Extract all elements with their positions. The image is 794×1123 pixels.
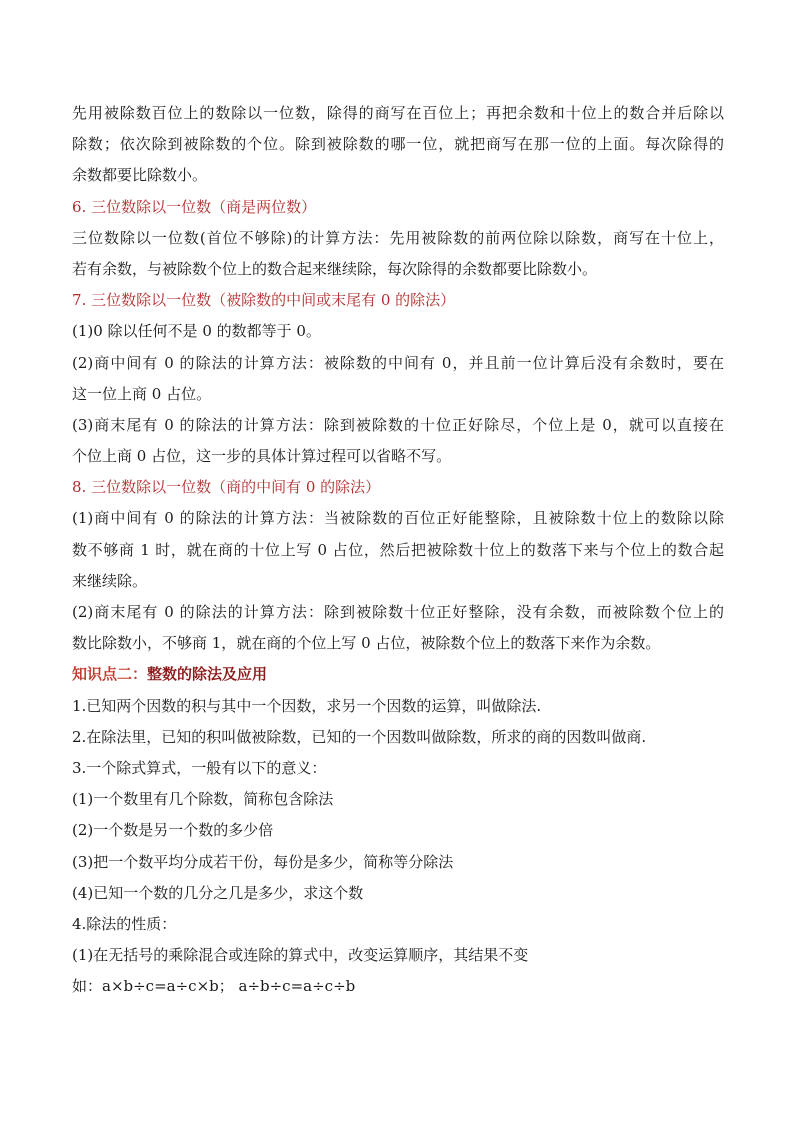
- paragraph-line: 先用被除数百位上的数除以一位数，除得的商写在百位上；再把余数和十位上的数合并后除以: [72, 104, 724, 122]
- paragraph-line: 个位上商 0 占位，这一步的具体计算过程可以省略不写。: [72, 447, 452, 466]
- section-heading-6: 6. 三位数除以一位数（商是两位数）: [72, 197, 317, 216]
- paragraph-line: 3.一个除式算式，一般有以下的意义：: [72, 758, 327, 777]
- knowledge-point-label: 知识点二：: [72, 665, 148, 684]
- paragraph-line: 余数都要比除数小。: [72, 166, 208, 185]
- paragraph-line: 若有余数，与被除数个位上的数合起来继续除，每次除得的余数都要比除数小。: [72, 259, 598, 278]
- paragraph-line: (3)商末尾有 0 的除法的计算方法：除到被除数的十位正好除尽，个位上是 0，就可以直接在: [72, 415, 724, 434]
- knowledge-point-heading: [72, 659, 724, 690]
- paragraph-line: 除数；依次除到被除数的个位。除到被除数的哪一位，就把商写在那一位的上面。每次除得的: [72, 135, 724, 154]
- document-content: [72, 98, 724, 1002]
- paragraph-line: 数比除数小，不够商 1，就在商的个位上写 0 占位，被除数个位上的数落下来作为余数。: [72, 634, 661, 653]
- paragraph-line: 三位数除以一位数(首位不够除)的计算方法：先用被除数的前两位除以除数，商写在十位上，: [72, 228, 724, 247]
- paragraph-line: (3)把一个数平均分成若干份，每份是多少，简称等分除法: [72, 852, 454, 871]
- paragraph-line: (4)已知一个数的几分之几是多少，求这个数: [72, 883, 364, 902]
- paragraph-line: (2)商中间有 0 的除法的计算方法：被除数的中间有 0，并且前一位计算后没有余数时，要在: [72, 353, 724, 372]
- paragraph-line: 这一位上商 0 占位。: [72, 384, 212, 403]
- paragraph-line: 数不够商 1 时，就在商的十位上写 0 占位，然后把被除数十位上的数落下来与个位上的数合起: [72, 540, 724, 559]
- section-heading-7: 7. 三位数除以一位数（被除数的中间或末尾有 0 的除法）: [72, 291, 456, 310]
- paragraph-line: 4.除法的性质：: [72, 914, 177, 933]
- paragraph-line: 来继续除。: [72, 571, 148, 590]
- section-heading-8: 8. 三位数除以一位数（商的中间有 0 的除法）: [72, 478, 381, 497]
- knowledge-point-title: 整数的除法及应用: [147, 665, 268, 684]
- paragraph-line: (2)一个数是另一个数的多少倍: [72, 821, 274, 840]
- paragraph-line: 2.在除法里，已知的积叫做被除数，已知的一个因数叫做除数，所求的商的因数叫做商.: [72, 727, 647, 746]
- paragraph-line: (1)在无括号的乘除混合或连除的算式中，改变运算顺序，其结果不变: [72, 946, 529, 965]
- example-formula: 如：a×b÷c=a÷c×b； a÷b÷c=a÷c÷b: [72, 977, 356, 996]
- paragraph-line: (2)商末尾有 0 的除法的计算方法：除到被除数十位正好整除，没有余数，而被除数个位上的: [72, 603, 724, 621]
- paragraph-line: (1)商中间有 0 的除法的计算方法：当被除数的百位正好能整除，且被除数十位上的数除以除: [72, 509, 724, 528]
- paragraph-line: 1.已知两个因数的积与其中一个因数，求另一个因数的运算，叫做除法.: [72, 696, 542, 715]
- paragraph-line: (1)一个数里有几个除数，简称包含除法: [72, 790, 334, 809]
- paragraph-line: (1)0 除以任何不是 0 的数都等于 0。: [72, 322, 321, 341]
